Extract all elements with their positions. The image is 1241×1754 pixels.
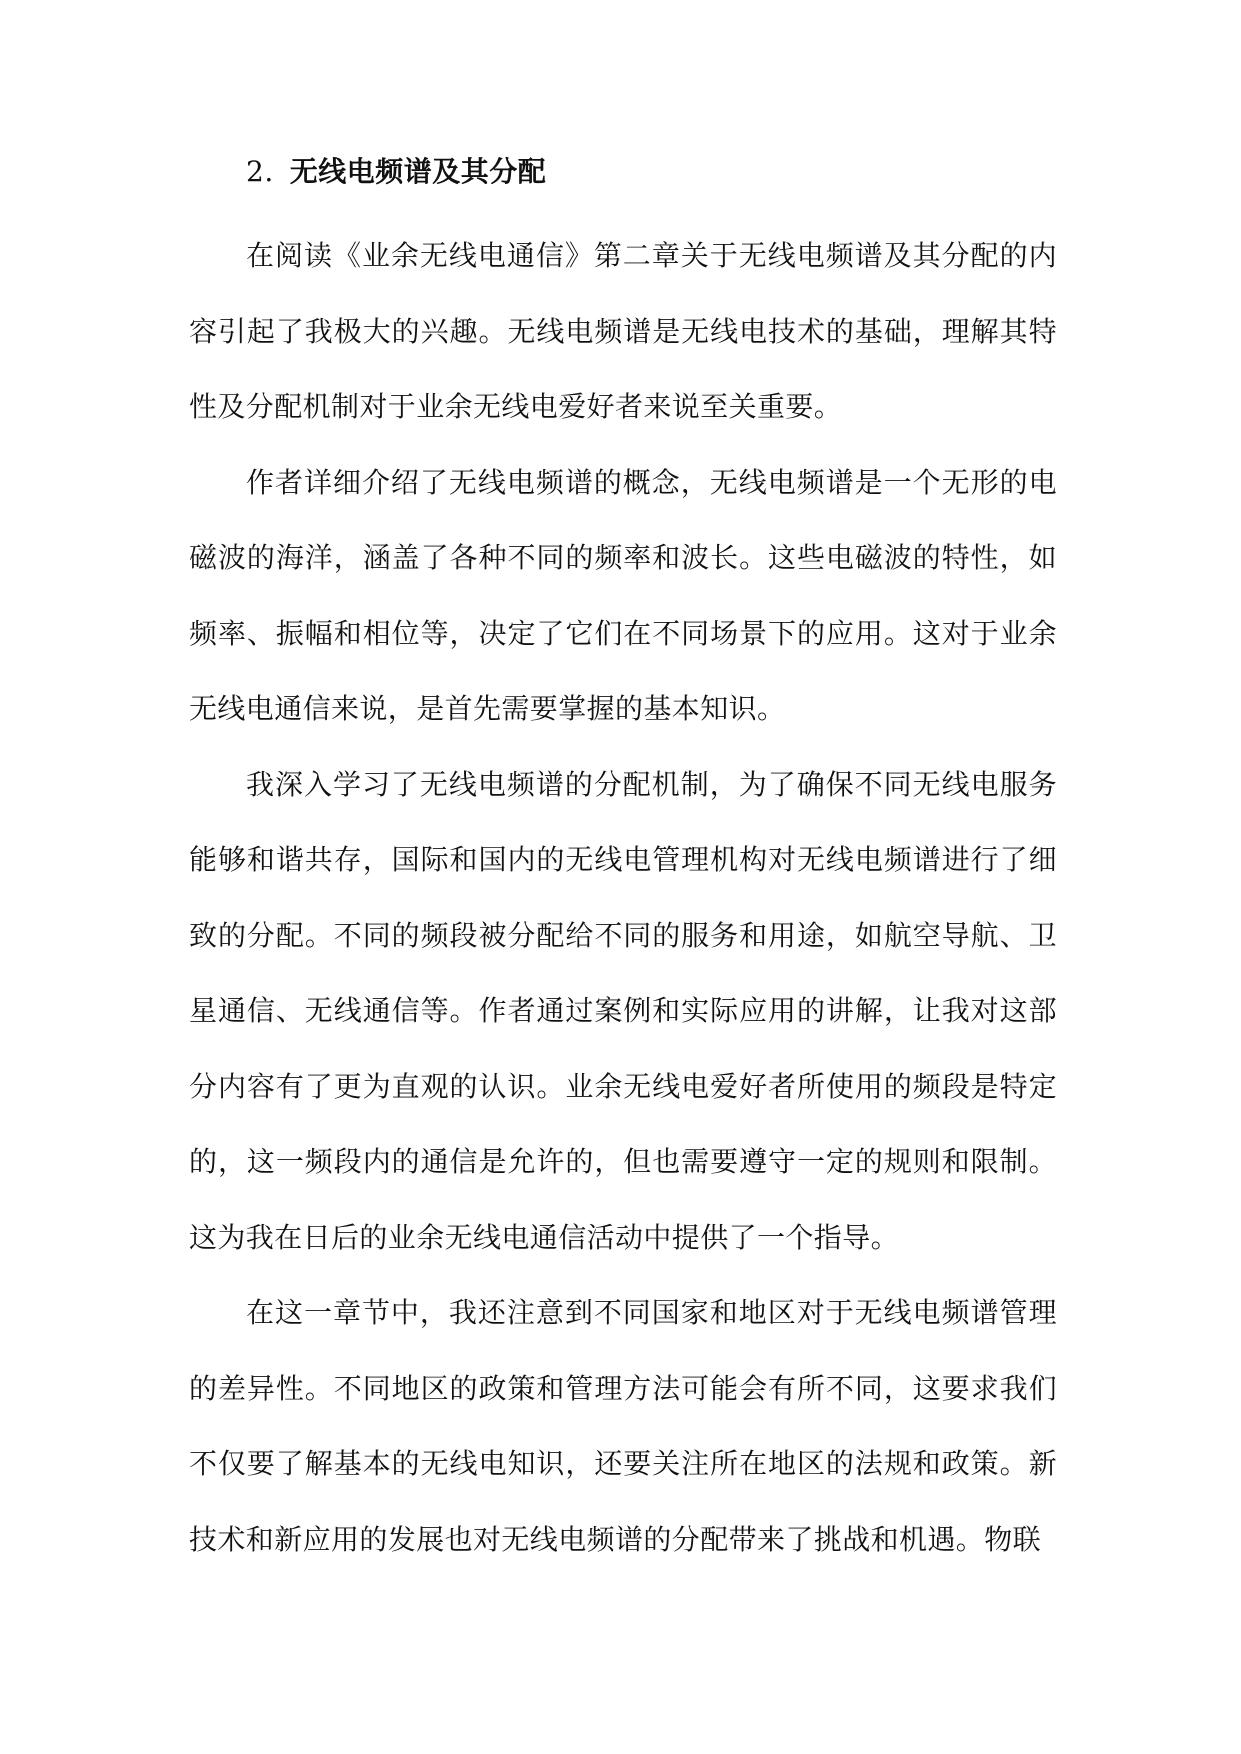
paragraph-spectrum-concept: 作者详细介绍了无线电频谱的概念，无线电频谱是一个无形的电磁波的海洋，涵盖了各种不同的频率和波长。这些电磁波的特性，如频率、振幅和相位等，决定了它们在不同场景下的应用。这对于业余无线电通信来说，是首先需要掌握的基本知识。 [189, 465, 1057, 725]
paragraph-spectrum-intro: 在阅读《业余无线电通信》第二章关于无线电频谱及其分配的内容引起了我极大的兴趣。无线电频谱是无线电技术的基础，理解其特性及分配机制对于业余无线电爱好者来说至关重要。 [189, 239, 1057, 423]
document-body [189, 218, 1057, 1577]
paragraph-regional-differences: 在这一章节中，我还注意到不同国家和地区对于无线电频谱管理的差异性。不同地区的政策和管理方法可能会有所不同，这要求我们不仅要了解基本的无线电知识，还要关注所在地区的法规和政策。新技术和新应用的发展也对无线电频谱的分配带来了挑战和机遇。物联 [189, 1296, 1057, 1556]
paragraph-allocation-mechanism: 我深入学习了无线电频谱的分配机制，为了确保不同无线电服务能够和谐共存，国际和国内的无线电管理机构对无线电频谱进行了细致的分配。不同的频段被分配给不同的服务和用途，如航空导航、卫星通信、无线通信等。作者通过案例和实际应用的讲解，让我对这部分内容有了更为直观的认识。业余无线电爱好者所使用的频段是特定的，这一频段内的通信是允许的，但也需要遵守一定的规则和限制。这为我在日后的业余无线电通信活动中提供了一个指导。 [189, 767, 1057, 1254]
section-title: 无线电频谱及其分配 [289, 155, 547, 188]
section-number: 2. [246, 155, 274, 188]
section-heading [246, 150, 546, 194]
